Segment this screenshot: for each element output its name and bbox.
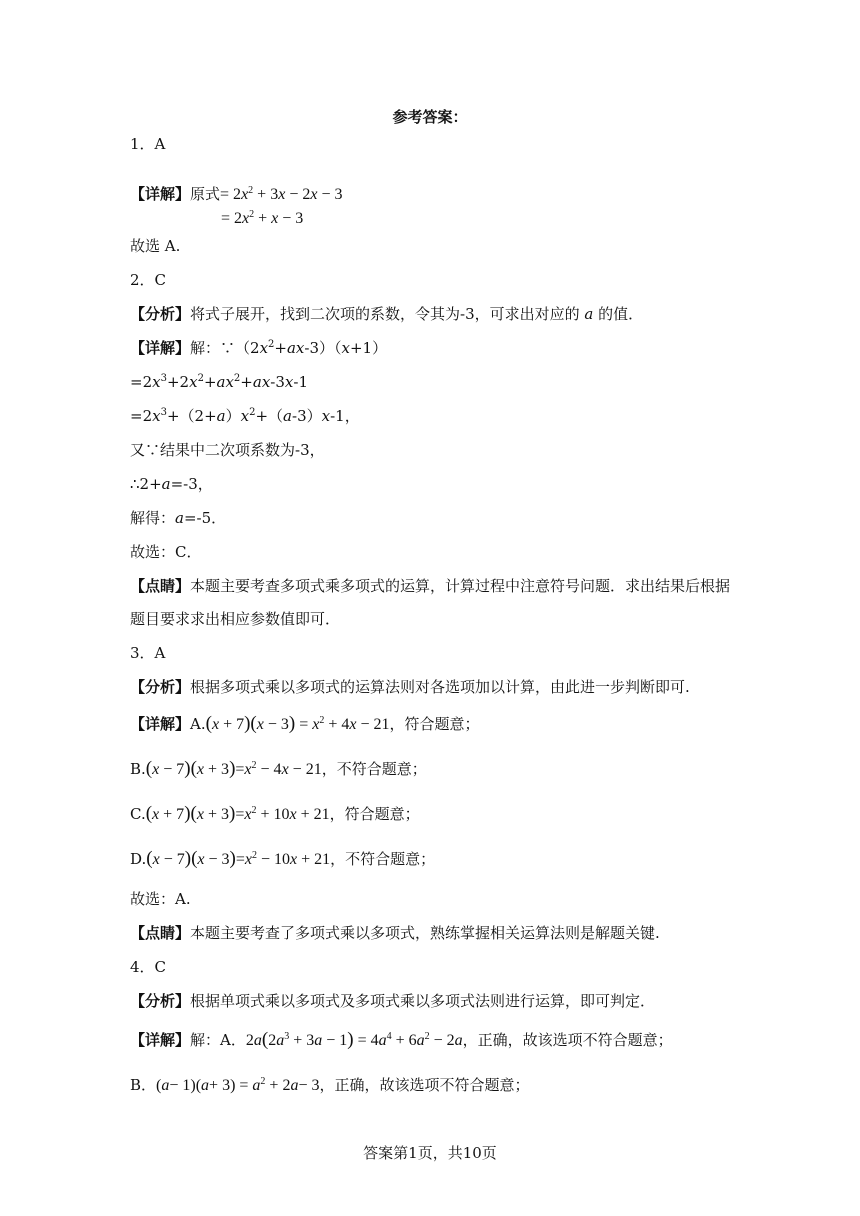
q3-comment: 【点睛】本题主要考查了多项式乘以多项式，熟练掌握相关运算法则是解题关键. <box>130 924 660 942</box>
q2-choose: 故选：C． <box>130 543 202 561</box>
q2-comment-line1: 【点睛】本题主要考查多项式乘多项式的运算，计算过程中注意符号问题．求出结果后根据 <box>130 577 731 595</box>
q4-option-a: 【详解】解：A．$2a(2a^3 + 3a - 1) = 4a^4 + 6a^2 - 2a$，正确，故该选项不符合题意； <box>130 1029 673 1050</box>
q4-option-b: B．$(a- 1)(a+ 3) = a^2 + 2a- 3$，正确，故该选项不符合题意； <box>130 1076 530 1094</box>
q2-step1: $=2x^3+2x^2+ax^2+ax-3x-1$ <box>130 373 308 391</box>
q1-detail-pre: 原式 <box>190 185 221 203</box>
q1-choose: 故选 A. <box>130 237 181 255</box>
q4-answer: 4．C <box>130 958 167 976</box>
q2-step2: $=2x^3+(2+a)x^2+(a-3)x-1$， <box>130 407 360 425</box>
q2-comment-line2: 题目要求求出相应参数值即可． <box>130 610 341 628</box>
page-footer: 答案第1页，共10页 <box>363 1144 497 1162</box>
q1-detail-label: 【详解】 <box>130 185 191 203</box>
q3-option-c: $C.(x + 7)(x + 3)=x^2 + 10x + 21$，符合题意； <box>130 803 420 824</box>
q3-option-b: $B.(x - 7)(x + 3)=x^2 - 4x - 21$，不符合题意； <box>130 758 427 779</box>
q1-eq1: = $2x^2 + 3x - 2x - 3$ <box>220 185 343 203</box>
q2-step5: 解得：a=-5． <box>130 509 227 527</box>
q1-eq2: = $2x^2 + x - 3$ <box>221 209 304 227</box>
q3-answer: 3．A <box>130 644 166 662</box>
q3-option-a: 【详解】$A.(x + 7)(x - 3) = x^2 + 4x - 21$，符合题意； <box>130 713 480 734</box>
q2-analysis: 【分析】将式子展开，找到二次项的系数，令其为-3，可求出对应的 a 的值． <box>130 305 644 323</box>
q2-step4: ∴2+a=-3， <box>130 475 213 493</box>
q1-answer: 1．A <box>130 135 166 153</box>
q4-analysis: 【分析】根据单项式乘以多项式及多项式乘以多项式法则进行运算，即可判定． <box>130 992 656 1010</box>
q2-step3: 又∵结果中二次项系数为-3， <box>130 441 325 459</box>
q2-detail: 【详解】解：$\because(2x^2+ax-3)(x+1)$ <box>130 339 388 357</box>
q3-choose: 故选：A. <box>130 890 191 908</box>
q3-option-d: $D.(x - 7)(x - 3)=x^2 - 10x + 21$，不符合题意； <box>130 848 436 869</box>
page-title: 参考答案： <box>392 108 468 126</box>
q3-analysis: 【分析】根据多项式乘以多项式的运算法则对各选项加以计算，由此进一步判断即可. <box>130 678 690 696</box>
q2-answer: 2．C <box>130 271 167 289</box>
q1-detail-line1 <box>130 184 342 205</box>
